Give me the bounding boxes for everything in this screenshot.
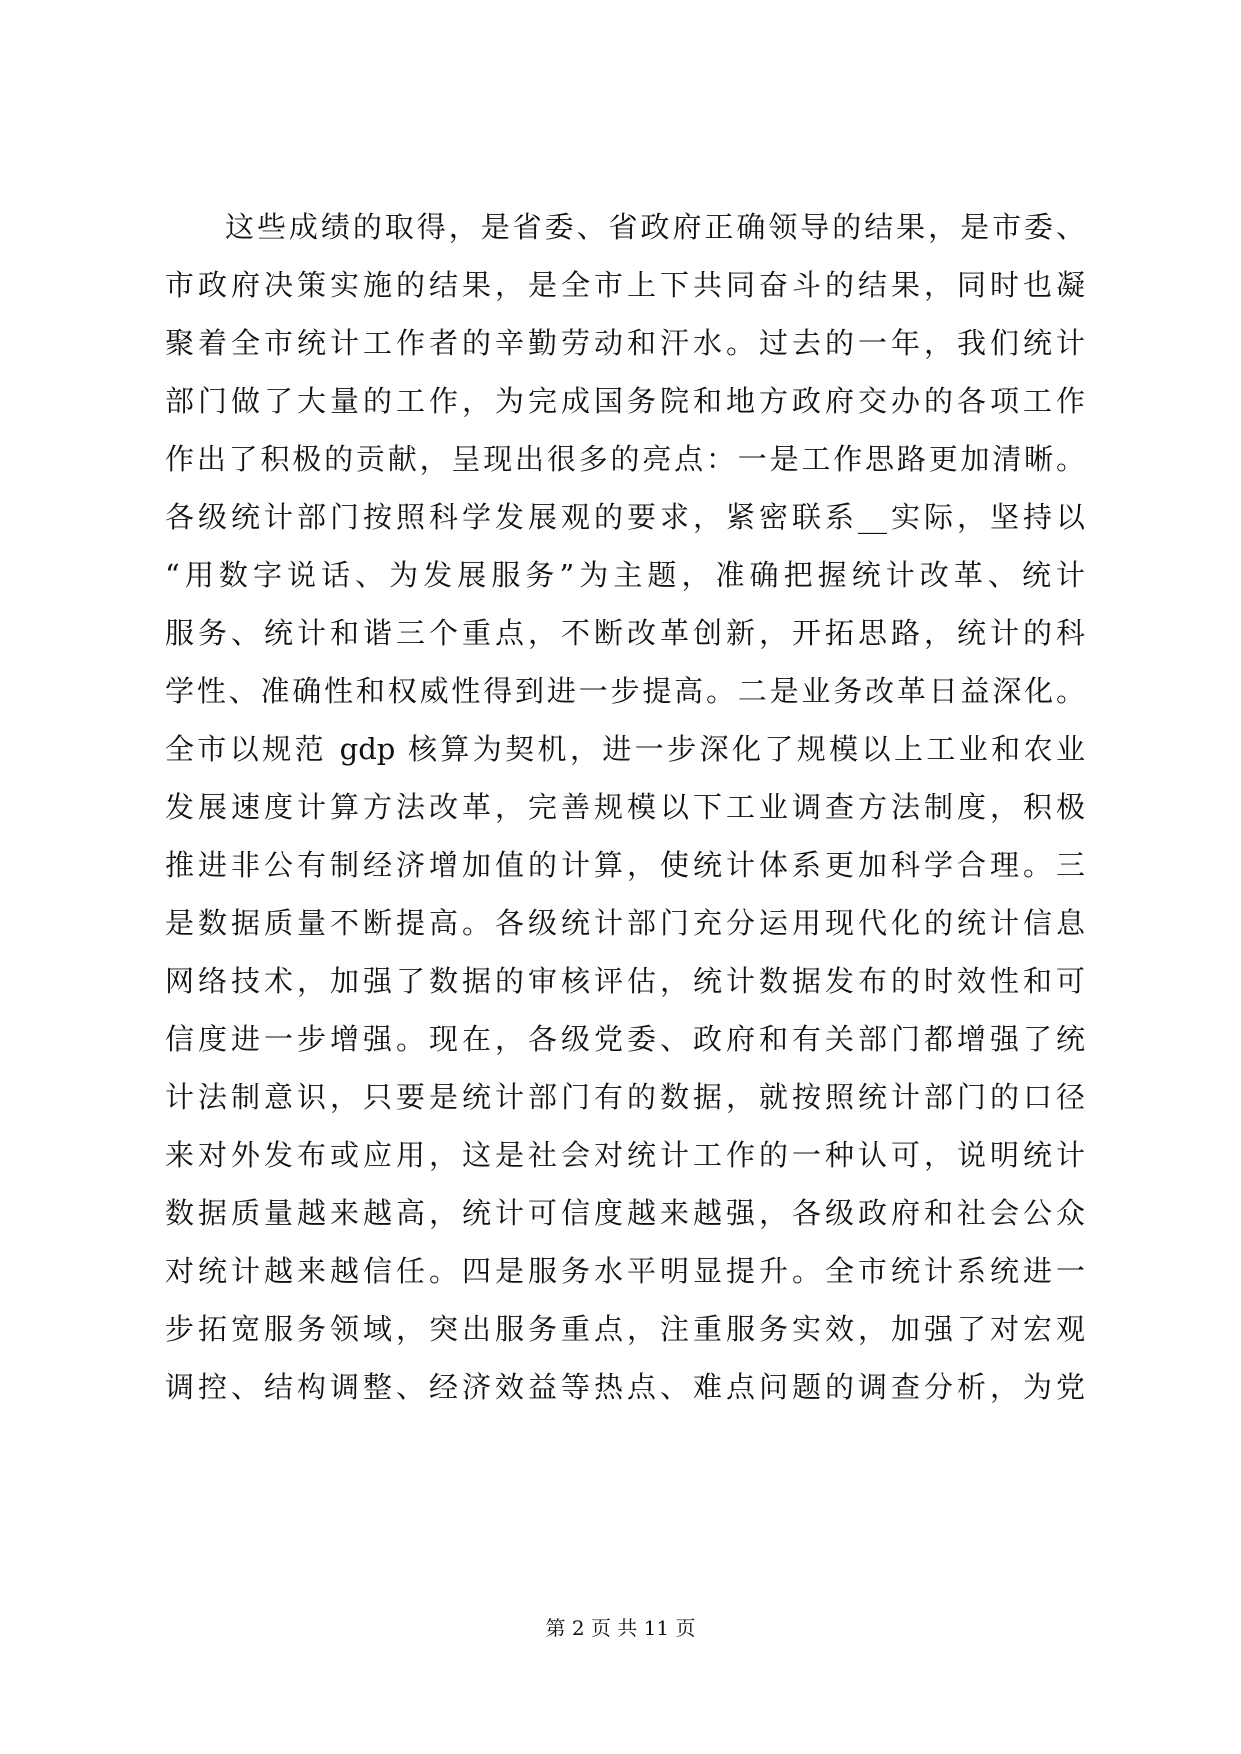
- paragraph-line: 各级统计部门按照科学发展观的要求，紧密联系__实际，坚持以: [165, 500, 1085, 534]
- paragraph-line: 学性、准确性和权威性得到进一步提高。二是业务改革日益深化。: [165, 674, 1085, 708]
- paragraph-line: 计法制意识，只要是统计部门有的数据，就按照统计部门的口径: [165, 1080, 1085, 1114]
- paragraph-line: 服务、统计和谐三个重点，不断改革创新，开拓思路，统计的科: [165, 616, 1085, 650]
- paragraph-line: 调控、结构调整、经济效益等热点、难点问题的调查分析，为党: [165, 1370, 1085, 1404]
- paragraph-line: 聚着全市统计工作者的辛勤劳动和汗水。过去的一年，我们统计: [165, 326, 1085, 360]
- paragraph-line: 数据质量越来越高，统计可信度越来越强，各级政府和社会公众: [165, 1196, 1085, 1230]
- paragraph-line: 来对外发布或应用，这是社会对统计工作的一种认可，说明统计: [165, 1138, 1085, 1172]
- paragraph-line: 是数据质量不断提高。各级统计部门充分运用现代化的统计信息: [165, 906, 1085, 940]
- paragraph-line: 部门做了大量的工作，为完成国务院和地方政府交办的各项工作: [165, 384, 1085, 418]
- paragraph-line: 推进非公有制经济增加值的计算，使统计体系更加科学合理。三: [165, 848, 1085, 882]
- paragraph-line: 作出了积极的贡献，呈现出很多的亮点：一是工作思路更加清晰。: [165, 442, 1085, 476]
- paragraph-line: 信度进一步增强。现在，各级党委、政府和有关部门都增强了统: [165, 1022, 1085, 1056]
- paragraph-line: 发展速度计算方法改革，完善规模以下工业调查方法制度，积极: [165, 790, 1085, 824]
- body-paragraph: [165, 198, 1085, 1416]
- paragraph-line: 对统计越来越信任。四是服务水平明显提升。全市统计系统进一: [165, 1254, 1085, 1288]
- paragraph-line: 步拓宽服务领域，突出服务重点，注重服务实效，加强了对宏观: [165, 1312, 1085, 1346]
- paragraph-line: 网络技术，加强了数据的审核评估，统计数据发布的时效性和可: [165, 964, 1085, 998]
- paragraph-line: “用数字说话、为发展服务”为主题，准确把握统计改革、统计: [165, 558, 1085, 592]
- paragraph-line: 全市以规范 gdp 核算为契机，进一步深化了规模以上工业和农业: [165, 732, 1085, 766]
- paragraph-line: 市政府决策实施的结果，是全市上下共同奋斗的结果，同时也凝: [165, 268, 1085, 302]
- paragraph-line: 这些成绩的取得，是省委、省政府正确领导的结果，是市委、: [225, 210, 1085, 244]
- page-footer: 第 2 页 共 11 页: [545, 1616, 696, 1640]
